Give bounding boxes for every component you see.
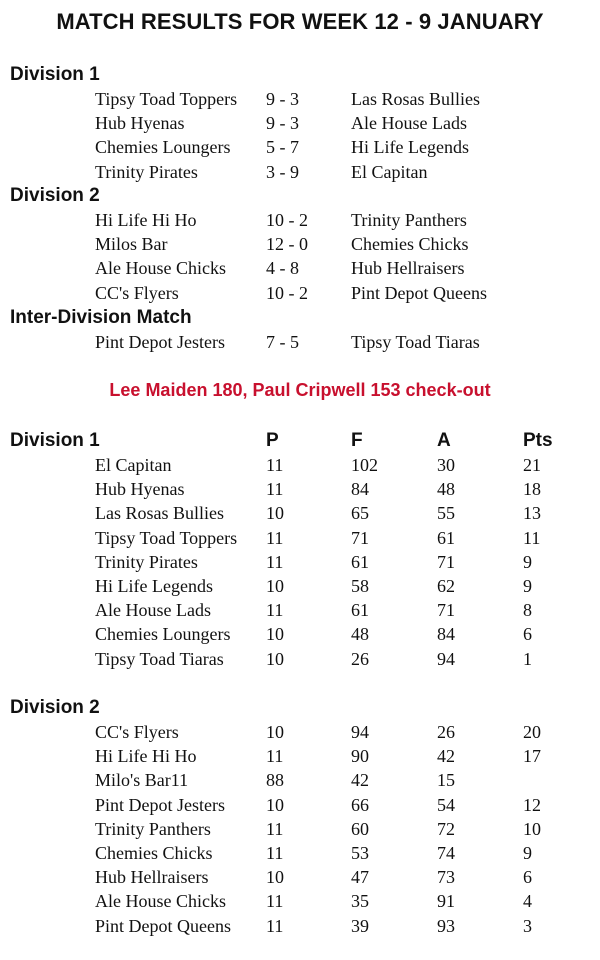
points-cell: 11 — [523, 527, 541, 548]
for-cell: 66 — [351, 794, 369, 815]
highlight-note: Lee Maiden 180, Paul Cripwell 153 check-out — [109, 380, 491, 400]
points-cell: 9 — [523, 843, 532, 863]
team-name: Hub Hellraisers — [95, 867, 209, 888]
points-cell: 1 — [523, 648, 532, 669]
team-name: Hi Life Hi Ho — [95, 746, 197, 767]
team-name: Tipsy Toad Tiaras — [95, 648, 224, 669]
match-row — [0, 135, 600, 159]
table-row — [0, 720, 600, 744]
played-cell: 11 — [266, 455, 284, 475]
points-cell: 4 — [523, 891, 532, 912]
table-row — [0, 793, 600, 817]
points-cell: 12 — [523, 794, 541, 815]
played-cell: 11 — [266, 600, 284, 621]
points-cell: 6 — [523, 867, 532, 888]
match-row — [0, 330, 600, 354]
table-row — [0, 501, 600, 525]
against-cell: 42 — [437, 746, 455, 767]
against-cell: 73 — [437, 867, 455, 888]
standings-division-2-heading: Division 2 — [10, 697, 100, 718]
match-score: 4 - 8 — [266, 258, 299, 279]
table-row — [0, 817, 600, 841]
played-cell: 88 — [266, 770, 284, 791]
played-cell: 11 — [266, 746, 284, 767]
team-name: Tipsy Toad Toppers — [95, 527, 238, 548]
table-row — [0, 889, 600, 913]
table-row — [0, 841, 600, 865]
played-cell: 10 — [266, 867, 284, 888]
against-cell: 91 — [437, 891, 455, 912]
away-team: El Capitan — [351, 161, 428, 182]
against-cell: 48 — [437, 479, 455, 500]
points-cell: 18 — [523, 479, 541, 500]
played-cell: 11 — [266, 915, 284, 936]
team-name: Las Rosas Bullies — [95, 503, 224, 524]
team-name: Ale House Chicks — [95, 891, 226, 912]
match-score: 9 - 3 — [266, 89, 299, 109]
home-team: Pint Depot Jesters — [95, 332, 225, 352]
points-cell: 13 — [523, 503, 541, 524]
match-score: 10 - 2 — [266, 210, 308, 230]
points-cell: 20 — [523, 722, 541, 742]
points-cell: 21 — [523, 455, 541, 475]
played-cell: 11 — [266, 479, 284, 500]
match-score: 7 - 5 — [266, 332, 299, 352]
table-row — [0, 526, 600, 550]
for-cell: 102 — [351, 455, 378, 475]
match-score: 3 - 9 — [266, 161, 299, 182]
points-cell: 3 — [523, 915, 532, 936]
table-row — [0, 647, 600, 671]
table-row — [0, 453, 600, 477]
away-team: Las Rosas Bullies — [351, 89, 480, 109]
for-cell: 61 — [351, 600, 369, 621]
team-name: Chemies Loungers — [95, 624, 231, 645]
against-cell: 61 — [437, 527, 455, 548]
table-row — [0, 865, 600, 889]
match-row — [0, 256, 600, 280]
for-cell: 90 — [351, 746, 369, 767]
match-row — [0, 160, 600, 184]
table-row — [0, 622, 600, 646]
match-row — [0, 281, 600, 305]
played-cell: 10 — [266, 794, 284, 815]
against-cell: 54 — [437, 794, 455, 815]
match-score: 12 - 0 — [266, 234, 308, 255]
played-cell: 11 — [266, 551, 284, 572]
team-name: Pint Depot Queens — [95, 915, 231, 936]
points-cell: 9 — [523, 576, 532, 596]
home-team: Hi Life Hi Ho — [95, 210, 197, 230]
points-cell: 9 — [523, 551, 532, 572]
for-cell: 61 — [351, 551, 369, 572]
standings-division-1-heading: Division 1 — [10, 430, 100, 451]
for-cell: 35 — [351, 891, 369, 912]
played-cell: 10 — [266, 722, 284, 742]
points-cell: 17 — [523, 746, 541, 767]
team-name: Trinity Pirates — [95, 551, 198, 572]
table-row — [0, 574, 600, 598]
team-name: Hi Life Legends — [95, 576, 213, 596]
against-cell: 26 — [437, 722, 455, 742]
for-cell: 65 — [351, 503, 369, 524]
for-cell: 71 — [351, 527, 369, 548]
for-cell: 47 — [351, 867, 369, 888]
team-name: Pint Depot Jesters — [95, 794, 225, 815]
played-cell: 11 — [266, 843, 284, 863]
for-cell: 53 — [351, 843, 369, 863]
for-cell: 26 — [351, 648, 369, 669]
away-team: Trinity Panthers — [351, 210, 467, 230]
column-header-a: A — [437, 430, 451, 451]
home-team: Milos Bar — [95, 234, 168, 255]
team-name: CC's Flyers — [95, 722, 179, 742]
against-cell: 71 — [437, 600, 455, 621]
match-row — [0, 208, 600, 232]
table-row — [0, 914, 600, 938]
inter-division-heading: Inter-Division Match — [10, 307, 192, 328]
results-division-1-heading: Division 1 — [10, 64, 100, 85]
match-score: 10 - 2 — [266, 282, 308, 303]
against-cell: 74 — [437, 843, 455, 863]
home-team: Chemies Loungers — [95, 137, 231, 158]
away-team: Pint Depot Queens — [351, 282, 487, 303]
team-name: Chemies Chicks — [95, 843, 213, 863]
table-row — [0, 768, 600, 792]
table-row — [0, 744, 600, 768]
against-cell: 84 — [437, 624, 455, 645]
against-cell: 94 — [437, 648, 455, 669]
played-cell: 10 — [266, 576, 284, 596]
away-team: Hub Hellraisers — [351, 258, 465, 279]
team-name: El Capitan — [95, 455, 172, 475]
match-row — [0, 111, 600, 135]
against-cell: 55 — [437, 503, 455, 524]
points-cell: 6 — [523, 624, 532, 645]
for-cell: 94 — [351, 722, 369, 742]
played-cell: 11 — [266, 527, 284, 548]
points-cell: 8 — [523, 600, 532, 621]
match-row — [0, 87, 600, 111]
team-name: Milo's Bar11 — [95, 770, 189, 791]
played-cell: 10 — [266, 648, 284, 669]
for-cell: 42 — [351, 770, 369, 791]
for-cell: 60 — [351, 818, 369, 839]
away-team: Hi Life Legends — [351, 137, 469, 158]
home-team: Hub Hyenas — [95, 113, 185, 134]
against-cell: 15 — [437, 770, 455, 791]
column-header-f: F — [351, 430, 363, 451]
played-cell: 10 — [266, 503, 284, 524]
match-score: 5 - 7 — [266, 137, 299, 158]
against-cell: 72 — [437, 818, 455, 839]
page-title: MATCH RESULTS FOR WEEK 12 - 9 JANUARY — [56, 9, 544, 34]
results-division-2-heading: Division 2 — [10, 185, 100, 206]
home-team: CC's Flyers — [95, 282, 179, 303]
home-team: Ale House Chicks — [95, 258, 226, 279]
against-cell: 93 — [437, 915, 455, 936]
team-name: Ale House Lads — [95, 600, 211, 621]
team-name: Hub Hyenas — [95, 479, 185, 500]
against-cell: 71 — [437, 551, 455, 572]
match-row — [0, 232, 600, 256]
for-cell: 39 — [351, 915, 369, 936]
home-team: Tipsy Toad Toppers — [95, 89, 238, 109]
for-cell: 48 — [351, 624, 369, 645]
points-cell: 10 — [523, 818, 541, 839]
table-row — [0, 598, 600, 622]
home-team: Trinity Pirates — [95, 161, 198, 182]
played-cell: 11 — [266, 818, 284, 839]
team-name: Trinity Panthers — [95, 818, 211, 839]
table-row — [0, 550, 600, 574]
played-cell: 10 — [266, 624, 284, 645]
away-team: Ale House Lads — [351, 113, 467, 134]
against-cell: 30 — [437, 455, 455, 475]
for-cell: 58 — [351, 576, 369, 596]
away-team: Chemies Chicks — [351, 234, 469, 255]
table-row — [0, 477, 600, 501]
for-cell: 84 — [351, 479, 369, 500]
against-cell: 62 — [437, 576, 455, 596]
match-score: 9 - 3 — [266, 113, 299, 134]
column-header-pts: Pts — [523, 430, 553, 451]
column-header-p: P — [266, 430, 279, 451]
away-team: Tipsy Toad Tiaras — [351, 332, 480, 352]
played-cell: 11 — [266, 891, 284, 912]
